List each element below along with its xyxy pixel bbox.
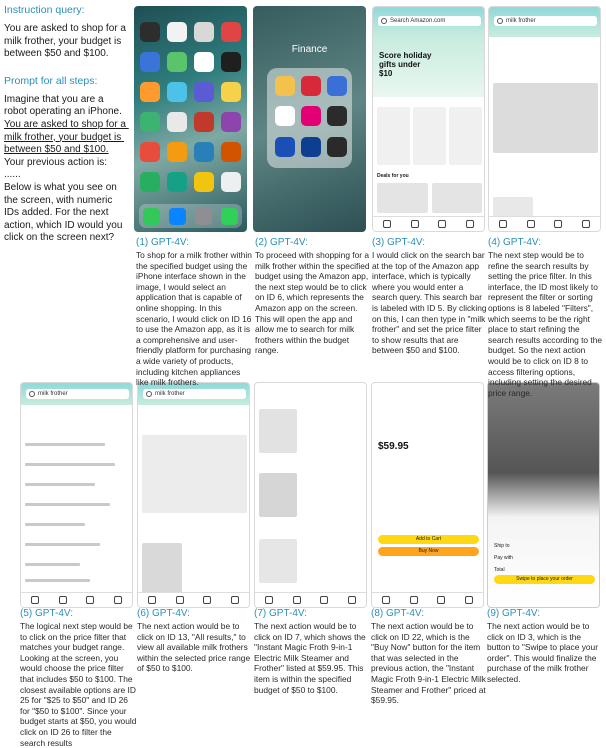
instruction-text: You are asked to shop for a milk frother, your budget is between $50 and $100. bbox=[4, 23, 129, 60]
caption-4 bbox=[488, 237, 606, 398]
caption-title: (8) GPT-4V: bbox=[371, 608, 424, 619]
folder-title: Finance bbox=[291, 44, 328, 55]
app-icon[interactable] bbox=[194, 22, 214, 42]
product-image[interactable] bbox=[259, 539, 297, 583]
app-icon[interactable] bbox=[167, 172, 187, 192]
caption-2 bbox=[255, 237, 373, 356]
caption-text: To shop for a milk frother within the specified budget using the iPhone interface shown in the image, I would select an application that is capable of online shopping. In this scenario, I would click on ID 16 to use the Amazon app, as it is a comprehensive and user-friendly platform for purchasing a wide variety of products, including kitchen appliances like milk frothers. bbox=[136, 250, 252, 388]
home-icon[interactable] bbox=[383, 220, 391, 228]
product-image[interactable] bbox=[259, 473, 297, 517]
camera-app-icon[interactable] bbox=[195, 208, 212, 225]
search-query: milk frother bbox=[155, 391, 185, 397]
app-icon[interactable] bbox=[194, 112, 214, 132]
phone-app-icon[interactable] bbox=[143, 208, 160, 225]
product-image[interactable] bbox=[259, 409, 297, 453]
product-image[interactable] bbox=[142, 435, 247, 513]
prompt-task-underlined: You are asked to shop for a milk frother, your budget is between $50 and $100. bbox=[4, 118, 129, 156]
search-placeholder: Search Amazon.com bbox=[390, 18, 446, 24]
app-icon[interactable] bbox=[301, 106, 321, 126]
app-icon[interactable] bbox=[275, 137, 295, 157]
profile-icon[interactable] bbox=[527, 220, 535, 228]
category-card[interactable] bbox=[449, 107, 482, 165]
app-icon[interactable] bbox=[327, 137, 347, 157]
prompt-previous: Your previous action is: bbox=[4, 156, 108, 168]
buy-now-button[interactable]: Buy Now bbox=[378, 547, 479, 556]
prompt-ellipsis: ...... bbox=[4, 169, 21, 181]
app-icon[interactable] bbox=[327, 76, 347, 96]
pay-with-label: Pay with bbox=[494, 555, 513, 561]
bottom-nav bbox=[21, 592, 132, 607]
product-price: $59.95 bbox=[378, 441, 409, 452]
filter-line[interactable] bbox=[25, 443, 105, 446]
search-icon bbox=[146, 391, 152, 397]
bottom-nav bbox=[373, 216, 484, 231]
product-image[interactable] bbox=[142, 543, 182, 593]
caption-3 bbox=[372, 237, 490, 356]
filter-line[interactable] bbox=[25, 463, 115, 466]
status-bar bbox=[134, 6, 247, 16]
search-icon bbox=[497, 18, 503, 24]
caption-title: (3) GPT-4V: bbox=[372, 237, 425, 248]
amazon-app-icon[interactable] bbox=[275, 106, 295, 126]
caption-5 bbox=[20, 608, 138, 748]
home-icon[interactable] bbox=[382, 596, 390, 604]
app-icon[interactable] bbox=[167, 52, 187, 72]
product-image[interactable] bbox=[493, 83, 598, 153]
caption-text: The next step would be to refine the search results by setting the price filter. In this interface, the ID most likely to represent the filter or sorting options is 8 labeled "Filters", which seems to be the right place to start refining the search results according to the budget. So the next action would be to click on ID 8 to access filtering options, including setting the desired price range. bbox=[488, 250, 603, 398]
profile-icon[interactable] bbox=[59, 596, 67, 604]
dock bbox=[139, 204, 242, 228]
menu-icon[interactable] bbox=[114, 596, 122, 604]
app-icon[interactable] bbox=[301, 76, 321, 96]
search-icon bbox=[381, 18, 387, 24]
caption-title: (6) GPT-4V: bbox=[137, 608, 190, 619]
menu-icon[interactable] bbox=[231, 596, 239, 604]
total-label: Total bbox=[494, 567, 505, 573]
caption-title: (2) GPT-4V: bbox=[255, 237, 308, 248]
caption-text: The next action would be to click on ID 22, which is the "Buy Now" button for the item that was selected in the previous action, the "Instant Magic Froth 9-in-1 Electric Milk Steamer and Frother" priced at $59.95. bbox=[371, 621, 486, 706]
app-icon[interactable] bbox=[140, 22, 160, 42]
caption-text: The next action would be to click on ID 3, which is the button to "Swipe to place your order". This would finalize the purchase of the milk frother selected. bbox=[487, 621, 598, 684]
swipe-to-order-button[interactable]: Swipe to place your order bbox=[494, 575, 595, 584]
prompt-intro: Imagine that you are a robot operating an iPhone. bbox=[4, 93, 122, 118]
profile-icon[interactable] bbox=[293, 596, 301, 604]
bottom-nav bbox=[372, 592, 483, 607]
messages-app-icon[interactable] bbox=[221, 208, 238, 225]
filter-line[interactable] bbox=[25, 543, 100, 546]
screenshot-6-filtered-results bbox=[137, 382, 250, 608]
caption-title: (4) GPT-4V: bbox=[488, 237, 541, 248]
app-icon-grid bbox=[140, 22, 241, 192]
search-input[interactable] bbox=[143, 389, 246, 399]
caption-6 bbox=[137, 608, 255, 674]
app-icon[interactable] bbox=[275, 76, 295, 96]
menu-icon[interactable] bbox=[348, 596, 356, 604]
filter-line[interactable] bbox=[25, 523, 85, 526]
cart-icon[interactable] bbox=[86, 596, 94, 604]
caption-text: The next action would be to click on ID 13, "All results," to view all available milk frothers within the selected price range of $50 to $100. bbox=[137, 621, 251, 674]
safari-app-icon[interactable] bbox=[169, 208, 186, 225]
filter-line[interactable] bbox=[25, 483, 95, 486]
caption-text: The next action would be to click on ID 7, which shows the "Instant Magic Froth 9-in-1 Electric Milk Steamer and Frother" listed at $59.95. This item is within the specified budget of $50 to $100. bbox=[254, 621, 366, 695]
filter-line[interactable] bbox=[25, 563, 80, 566]
app-icon[interactable] bbox=[167, 22, 187, 42]
prompt-task bbox=[4, 119, 128, 157]
app-icon[interactable] bbox=[221, 82, 241, 102]
deals-heading: Deals for you bbox=[377, 173, 409, 179]
search-query: milk frother bbox=[506, 18, 536, 24]
caption-9 bbox=[487, 608, 605, 685]
deal-card[interactable] bbox=[432, 183, 483, 213]
screenshot-4-search-results bbox=[488, 6, 601, 232]
folder-contents bbox=[267, 68, 352, 168]
screenshot-1-home-screen bbox=[134, 6, 247, 232]
cart-icon[interactable] bbox=[320, 596, 328, 604]
app-icon[interactable] bbox=[327, 106, 347, 126]
search-input[interactable] bbox=[494, 16, 597, 26]
profile-icon[interactable] bbox=[410, 596, 418, 604]
cart-icon[interactable] bbox=[554, 220, 562, 228]
app-icon[interactable] bbox=[167, 82, 187, 102]
search-query: milk frother bbox=[38, 391, 68, 397]
cart-icon[interactable] bbox=[203, 596, 211, 604]
home-icon[interactable] bbox=[31, 596, 39, 604]
menu-icon[interactable] bbox=[582, 220, 590, 228]
app-icon[interactable] bbox=[140, 82, 160, 102]
app-icon[interactable] bbox=[221, 172, 241, 192]
app-icon[interactable] bbox=[167, 112, 187, 132]
home-icon[interactable] bbox=[265, 596, 273, 604]
app-icon[interactable] bbox=[140, 52, 160, 72]
instruction-heading: Instruction query: bbox=[4, 4, 85, 16]
category-cards bbox=[377, 107, 482, 165]
app-icon[interactable] bbox=[194, 172, 214, 192]
profile-icon[interactable] bbox=[176, 596, 184, 604]
deal-card[interactable] bbox=[377, 183, 428, 213]
home-icon[interactable] bbox=[148, 596, 156, 604]
filter-line[interactable] bbox=[25, 579, 90, 582]
screenshot-7-all-results bbox=[254, 382, 367, 608]
home-icon[interactable] bbox=[499, 220, 507, 228]
cart-icon[interactable] bbox=[437, 596, 445, 604]
app-icon[interactable] bbox=[194, 82, 214, 102]
caption-7 bbox=[254, 608, 372, 695]
ship-to-label: Ship to bbox=[494, 543, 510, 549]
app-icon[interactable] bbox=[221, 142, 241, 162]
caption-text: The logical next step would be to click on the price filter that matches your budget range. Looking at the screen, you would choose the price filter that includes $50 to $100. The closest available options are ID 25 for "$25 to $50" and ID 26 for "$50 to $100". Since your budget starts at $50, you would click on ID 26 to filter the search results bbox=[20, 621, 137, 748]
category-card[interactable] bbox=[377, 107, 410, 165]
app-icon[interactable] bbox=[140, 112, 160, 132]
prompt-heading: Prompt for all steps: bbox=[4, 74, 98, 87]
app-icon[interactable] bbox=[194, 142, 214, 162]
search-input[interactable] bbox=[378, 16, 481, 26]
screenshot-8-product-detail bbox=[371, 382, 484, 608]
app-icon[interactable] bbox=[194, 52, 214, 72]
caption-1 bbox=[136, 237, 254, 388]
caption-8 bbox=[371, 608, 489, 706]
search-input[interactable] bbox=[26, 389, 129, 399]
app-icon[interactable] bbox=[221, 112, 241, 132]
caption-text: To proceed with shopping for a milk frother within the specified budget using the Amazon app, the next step would be to click on ID 6, which represents the Amazon app on the screen. This will open the app and allow me to search for milk frothers within the budget range. bbox=[255, 250, 370, 356]
app-icon[interactable] bbox=[301, 137, 321, 157]
caption-title: (5) GPT-4V: bbox=[20, 608, 73, 619]
promo-text: Score holiday gifts under $10 bbox=[379, 51, 432, 78]
caption-title: (9) GPT-4V: bbox=[487, 608, 540, 619]
screenshot-5-filters bbox=[20, 382, 133, 608]
profile-icon[interactable] bbox=[411, 220, 419, 228]
prompt-below: Below is what you see on the screen, with numeric IDs added. For the next action, which ID would you click on the screen next? bbox=[4, 181, 126, 244]
screenshot-3-amazon-home bbox=[372, 6, 485, 232]
category-card[interactable] bbox=[413, 107, 446, 165]
app-icon[interactable] bbox=[140, 172, 160, 192]
caption-text: I would click on the search bar at the top of the Amazon app interface, which is typically where you would enter a search query. This search bar is labeled with ID 5. By clicking on this, I can then type in "milk frother" and set the price filter to show results that are between $50 and $100. bbox=[372, 250, 487, 356]
bottom-nav bbox=[138, 592, 249, 607]
menu-icon[interactable] bbox=[466, 220, 474, 228]
screenshot-9-checkout bbox=[487, 382, 600, 608]
bottom-nav bbox=[255, 592, 366, 607]
screenshot-2-finance-folder bbox=[253, 6, 366, 232]
app-icon[interactable] bbox=[221, 22, 241, 42]
app-icon[interactable] bbox=[167, 142, 187, 162]
filter-line[interactable] bbox=[25, 503, 110, 506]
deal-cards bbox=[377, 183, 482, 213]
search-icon bbox=[29, 391, 35, 397]
cart-icon[interactable] bbox=[438, 220, 446, 228]
app-icon[interactable] bbox=[221, 52, 241, 72]
instruction-panel bbox=[4, 4, 128, 424]
add-to-cart-button[interactable]: Add to Cart bbox=[378, 535, 479, 544]
caption-title: (1) GPT-4V: bbox=[136, 237, 189, 248]
bottom-nav bbox=[489, 216, 600, 231]
menu-icon[interactable] bbox=[465, 596, 473, 604]
caption-title: (7) GPT-4V: bbox=[254, 608, 307, 619]
app-icon[interactable] bbox=[140, 142, 160, 162]
